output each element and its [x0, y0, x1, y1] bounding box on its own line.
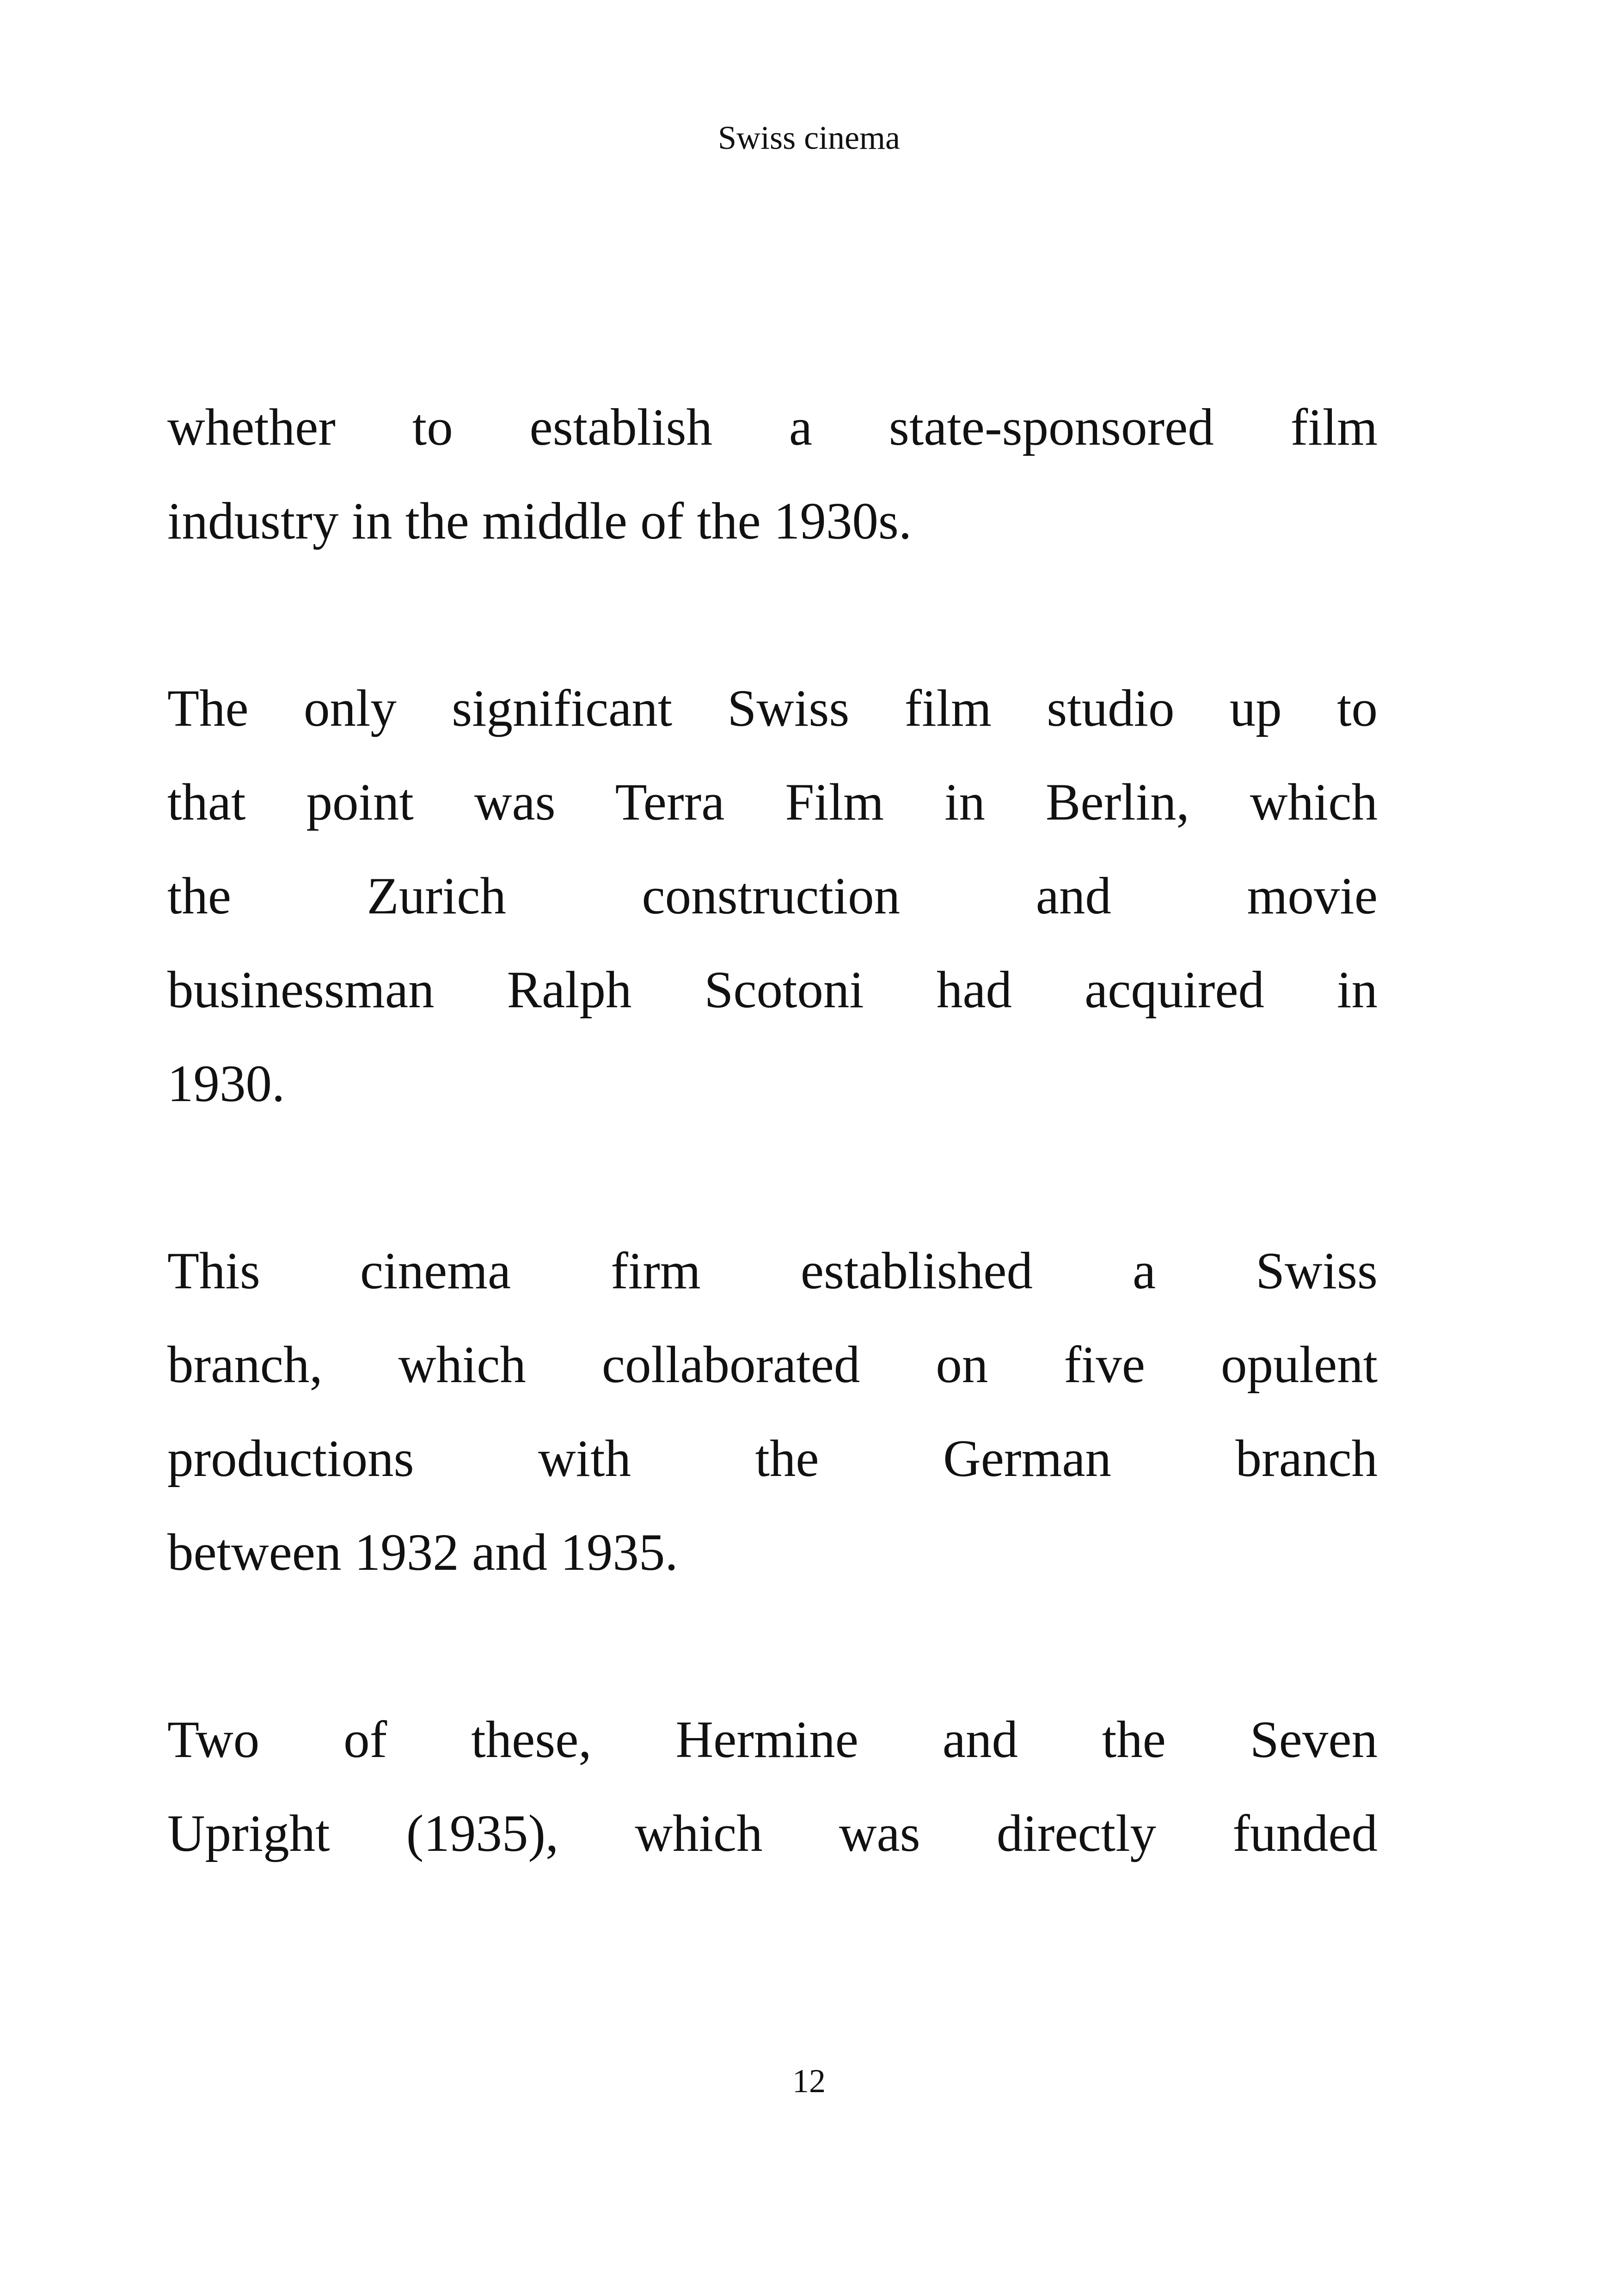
text-line: Two of these, Hermine and the Seven: [167, 1711, 1378, 1769]
text-line: branch, which collaborated on five opulent: [167, 1336, 1378, 1394]
paragraph-2: [167, 674, 1378, 1143]
text-line: industry in the middle of the 1930s.: [167, 492, 912, 550]
text-line: between 1932 and 1935.: [167, 1524, 678, 1581]
text-line: The only significant Swiss film studio up to: [167, 680, 1378, 737]
text-line: 1930.: [167, 1055, 285, 1113]
text-line: This cinema firm established a Swiss: [167, 1242, 1378, 1300]
body-text: [167, 393, 1378, 1893]
paragraph-3: [167, 1237, 1378, 1612]
text-line: businessman Ralph Scotoni had acquired in: [167, 961, 1378, 1019]
text-line: the Zurich construction and movie: [167, 867, 1378, 925]
text-line: Upright (1935), which was directly funded: [167, 1805, 1378, 1862]
paragraph-1: [167, 393, 1378, 581]
running-header: Swiss cinema: [718, 119, 900, 156]
paragraph-4: [167, 1705, 1378, 1893]
text-line: productions with the German branch: [167, 1430, 1378, 1488]
text-line: whether to establish a state-sponsored film: [167, 398, 1378, 456]
text-line: that point was Terra Film in Berlin, which: [167, 773, 1378, 831]
page-number: 12: [792, 2063, 826, 2100]
